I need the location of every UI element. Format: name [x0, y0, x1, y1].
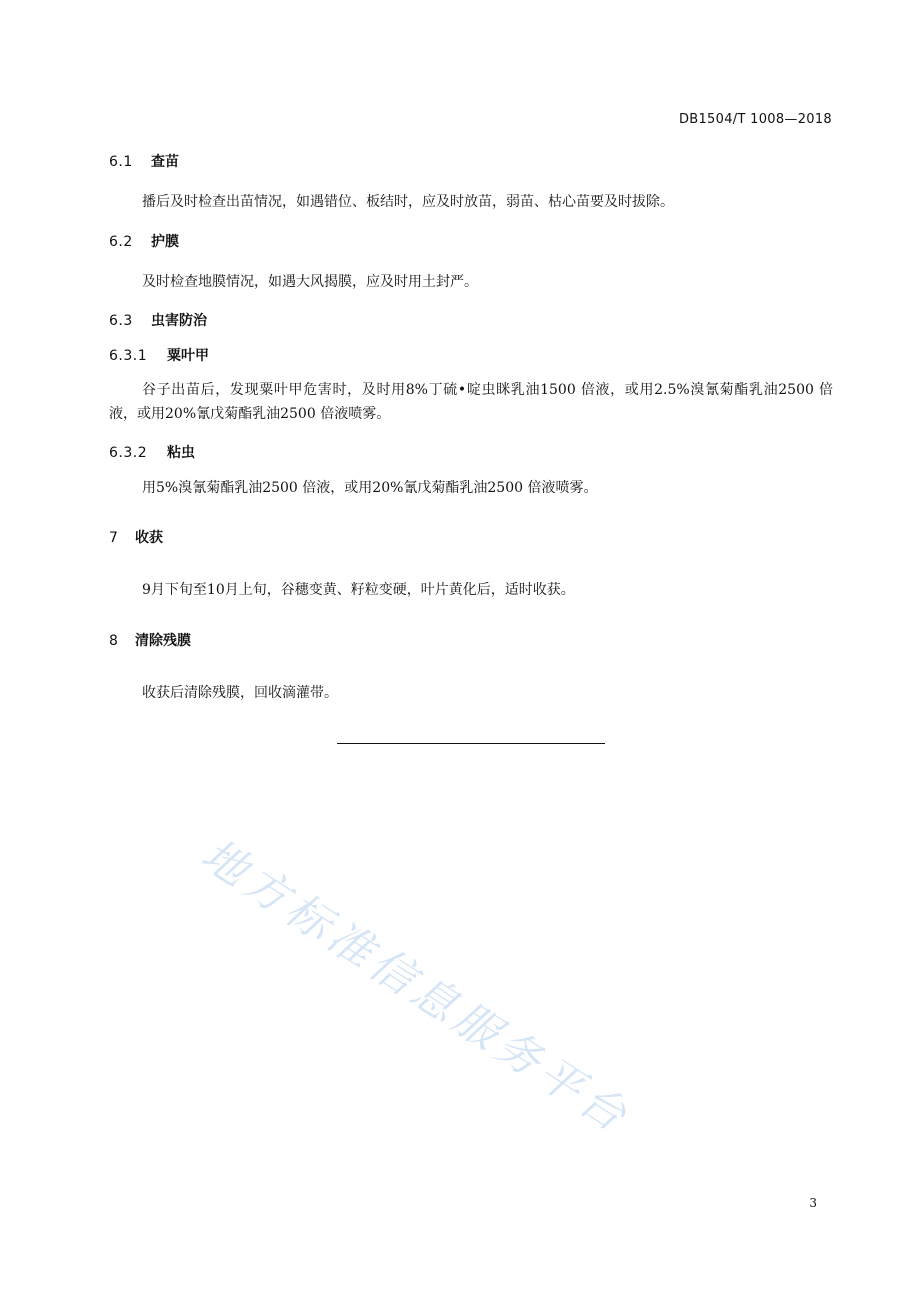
section-number: 7 — [109, 530, 119, 546]
section-heading-6-1 — [109, 151, 179, 171]
section-title: 清除残膜 — [135, 633, 191, 649]
section-heading-7 — [109, 527, 163, 547]
paragraph-armyworm: 用5%溴氰菊酯乳油2500 倍液，或用20%氰戊菊酯乳油2500 倍液喷雾。 — [142, 480, 598, 496]
section-number: 8 — [109, 633, 119, 649]
section-heading-8 — [109, 630, 191, 650]
section-number: 6.2 — [109, 234, 133, 250]
section-title: 护膜 — [151, 234, 179, 250]
paragraph-check-seedlings: 播后及时检查出苗情况，如遇错位、板结时，应及时放苗，弱苗、枯心苗要及时拔除。 — [142, 194, 674, 210]
paragraph-protect-film: 及时检查地膜情况，如遇大风揭膜，应及时用土封严。 — [142, 274, 478, 290]
paragraph-remove-film: 收获后清除残膜，回收滴灌带。 — [142, 685, 338, 701]
paragraph-harvest: 9月下旬至10月上旬，谷穗变黄、籽粒变硬，叶片黄化后，适时收获。 — [142, 582, 575, 598]
section-number: 6.3.1 — [109, 348, 148, 364]
section-title: 虫害防治 — [151, 313, 207, 329]
section-title: 粟叶甲 — [167, 348, 209, 364]
section-heading-6-3-1 — [109, 345, 209, 365]
section-title: 查苗 — [151, 154, 179, 170]
section-heading-6-2 — [109, 231, 179, 251]
section-heading-6-3-2 — [109, 442, 195, 462]
end-rule — [337, 743, 605, 744]
section-title: 粘虫 — [167, 445, 195, 461]
section-title: 收获 — [135, 530, 163, 546]
section-heading-6-3 — [109, 310, 207, 330]
section-number: 6.3.2 — [109, 445, 148, 461]
paragraph-millet-leaf-beetle: 谷子出苗后，发现粟叶甲危害时，及时用8%丁硫•啶虫眯乳油1500 倍液，或用2.5%溴氰菊酯乳油2500 倍液，或用20%氰戊菊酯乳油2500 倍液喷雾。 — [109, 382, 833, 422]
section-number: 6.3 — [109, 313, 133, 329]
page-number: 3 — [809, 1196, 817, 1210]
watermark: 地方标准信息服务平台 — [192, 829, 640, 1145]
document-code: DB1504/T 1008—2018 — [678, 112, 832, 127]
section-number: 6.1 — [109, 154, 133, 170]
